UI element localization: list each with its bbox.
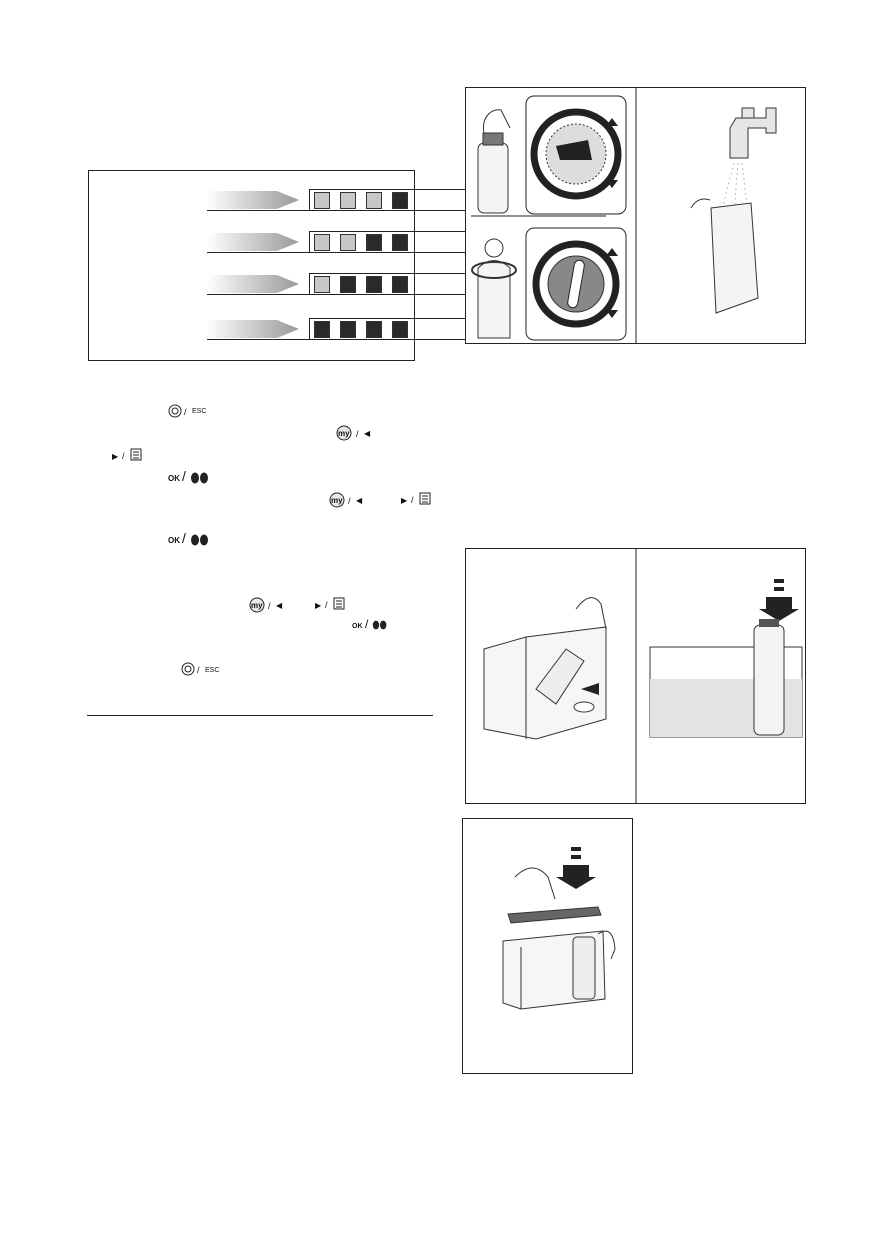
settings-icon (168, 404, 182, 418)
coffee-beans-icon (190, 472, 210, 484)
left-arrow-icon: ◀ (364, 429, 371, 438)
menu-icon (130, 448, 144, 462)
filter-close-lid-figure (462, 818, 633, 1074)
settings-icon (181, 662, 195, 676)
coffee-beans-icon (372, 620, 388, 630)
left-arrow-icon: ◀ (276, 601, 283, 610)
instruction-icons: / ESC my / ◀ ▶ / OK / my / ◀ ▶ / OK / my / ◀ ▶ / OK / / ESC (0, 0, 440, 700)
ok-icon: OK (168, 474, 180, 483)
section-divider (87, 715, 433, 716)
menu-icon (333, 597, 347, 611)
esc-label: ESC (192, 408, 207, 415)
right-arrow-icon: ▶ (112, 452, 119, 461)
coffee-beans-icon (190, 534, 210, 546)
right-arrow-icon: ▶ (315, 601, 322, 610)
filter-insert-tank-figure (465, 548, 806, 804)
filter-set-date-figure (465, 87, 806, 344)
ok-icon: OK (168, 536, 180, 545)
right-arrow-icon: ▶ (401, 496, 408, 505)
esc-label: ESC (205, 667, 220, 674)
ok-icon: OK (352, 623, 363, 630)
menu-icon (419, 492, 433, 506)
left-arrow-icon: ◀ (356, 496, 363, 505)
